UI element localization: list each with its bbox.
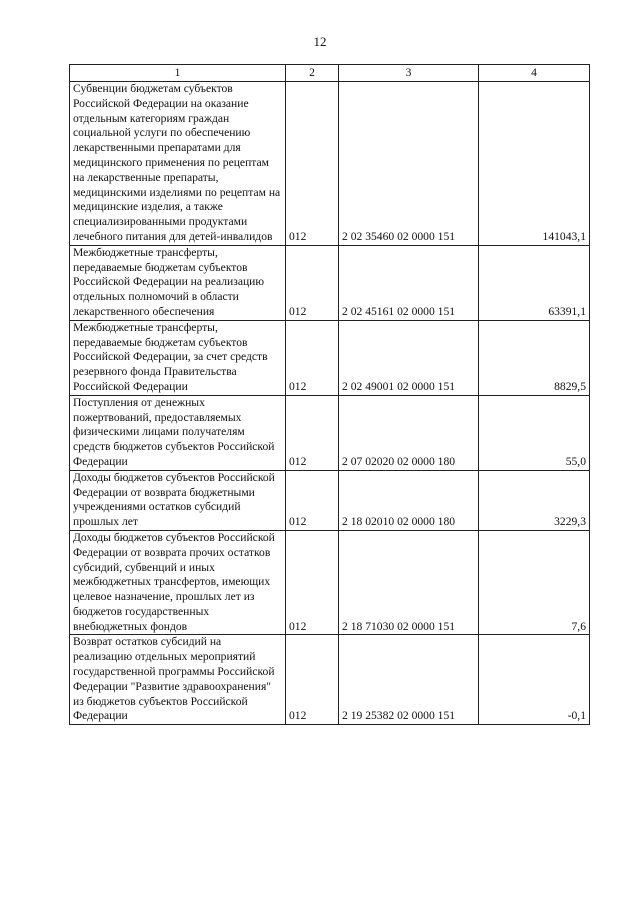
table-row <box>70 395 590 470</box>
page-number: 12 <box>313 34 327 49</box>
row-amount: 7,6 <box>479 530 590 635</box>
row-amount: 141043,1 <box>479 82 590 246</box>
row-classification-code: 2 02 49001 02 0000 151 <box>339 320 479 395</box>
row-name: Поступления от денежных пожертвований, предоставляемых физическими лицами получателям средств бюджетов субъектов Российской Федерации <box>70 395 286 470</box>
row-admin-code: 012 <box>286 320 339 395</box>
row-amount: -0,1 <box>479 635 590 725</box>
row-admin-code: 012 <box>286 395 339 470</box>
row-amount: 55,0 <box>479 395 590 470</box>
row-classification-code: 2 18 71030 02 0000 151 <box>339 530 479 635</box>
row-name: Доходы бюджетов субъектов Российской Федерации от возврата бюджетными учреждениями остатков субсидий прошлых лет <box>70 470 286 530</box>
row-classification-code: 2 02 35460 02 0000 151 <box>339 82 479 246</box>
row-name: Доходы бюджетов субъектов Российской Федерации от возврата прочих остатков субсидий, субвенций и иных межбюджетных трансфертов, имеющих целевое назначение, прошлых лет из бюджетов государственных внебюджетных фондов <box>70 530 286 635</box>
row-classification-code: 2 19 25382 02 0000 151 <box>339 635 479 725</box>
header-row <box>70 65 590 82</box>
table-row <box>70 245 590 320</box>
table-row <box>70 82 590 246</box>
row-admin-code: 012 <box>286 635 339 725</box>
row-classification-code: 2 07 02020 02 0000 180 <box>339 395 479 470</box>
row-admin-code: 012 <box>286 470 339 530</box>
row-admin-code: 012 <box>286 82 339 246</box>
header-col-4: 4 <box>479 65 590 82</box>
header-col-3: 3 <box>339 65 479 82</box>
row-classification-code: 2 18 02010 02 0000 180 <box>339 470 479 530</box>
row-name: Возврат остатков субсидий на реализацию отдельных мероприятий государственной программы Российской Федерации "Развитие здравоохранения" из бюджетов субъектов Российской Федерации <box>70 635 286 725</box>
header-col-2: 2 <box>286 65 339 82</box>
row-admin-code: 012 <box>286 245 339 320</box>
row-amount: 8829,5 <box>479 320 590 395</box>
row-amount: 63391,1 <box>479 245 590 320</box>
table-row <box>70 470 590 530</box>
row-name: Межбюджетные трансферты, передаваемые бюджетам субъектов Российской Федерации, за счет средств резервного фонда Правительства Российской Федерации <box>70 320 286 395</box>
row-name: Межбюджетные трансферты, передаваемые бюджетам субъектов Российской Федерации на реализацию отдельных полномочий в области лекарственного обеспечения <box>70 245 286 320</box>
row-name: Субвенции бюджетам субъектов Российской Федерации на оказание отдельным категориям граждан социальной услуги по обеспечению лекарственными препаратами для медицинского применения по рецептам на лекарственные препараты, медицинскими изделиями по рецептам на медицинские изделия, а также специализированными продуктами лечебного питания для детей-инвалидов <box>70 82 286 246</box>
table-row <box>70 635 590 725</box>
revenue-table <box>69 64 590 725</box>
row-classification-code: 2 02 45161 02 0000 151 <box>339 245 479 320</box>
table-row <box>70 320 590 395</box>
table-row <box>70 530 590 635</box>
row-amount: 3229,3 <box>479 470 590 530</box>
row-admin-code: 012 <box>286 530 339 635</box>
header-col-1: 1 <box>70 65 286 82</box>
